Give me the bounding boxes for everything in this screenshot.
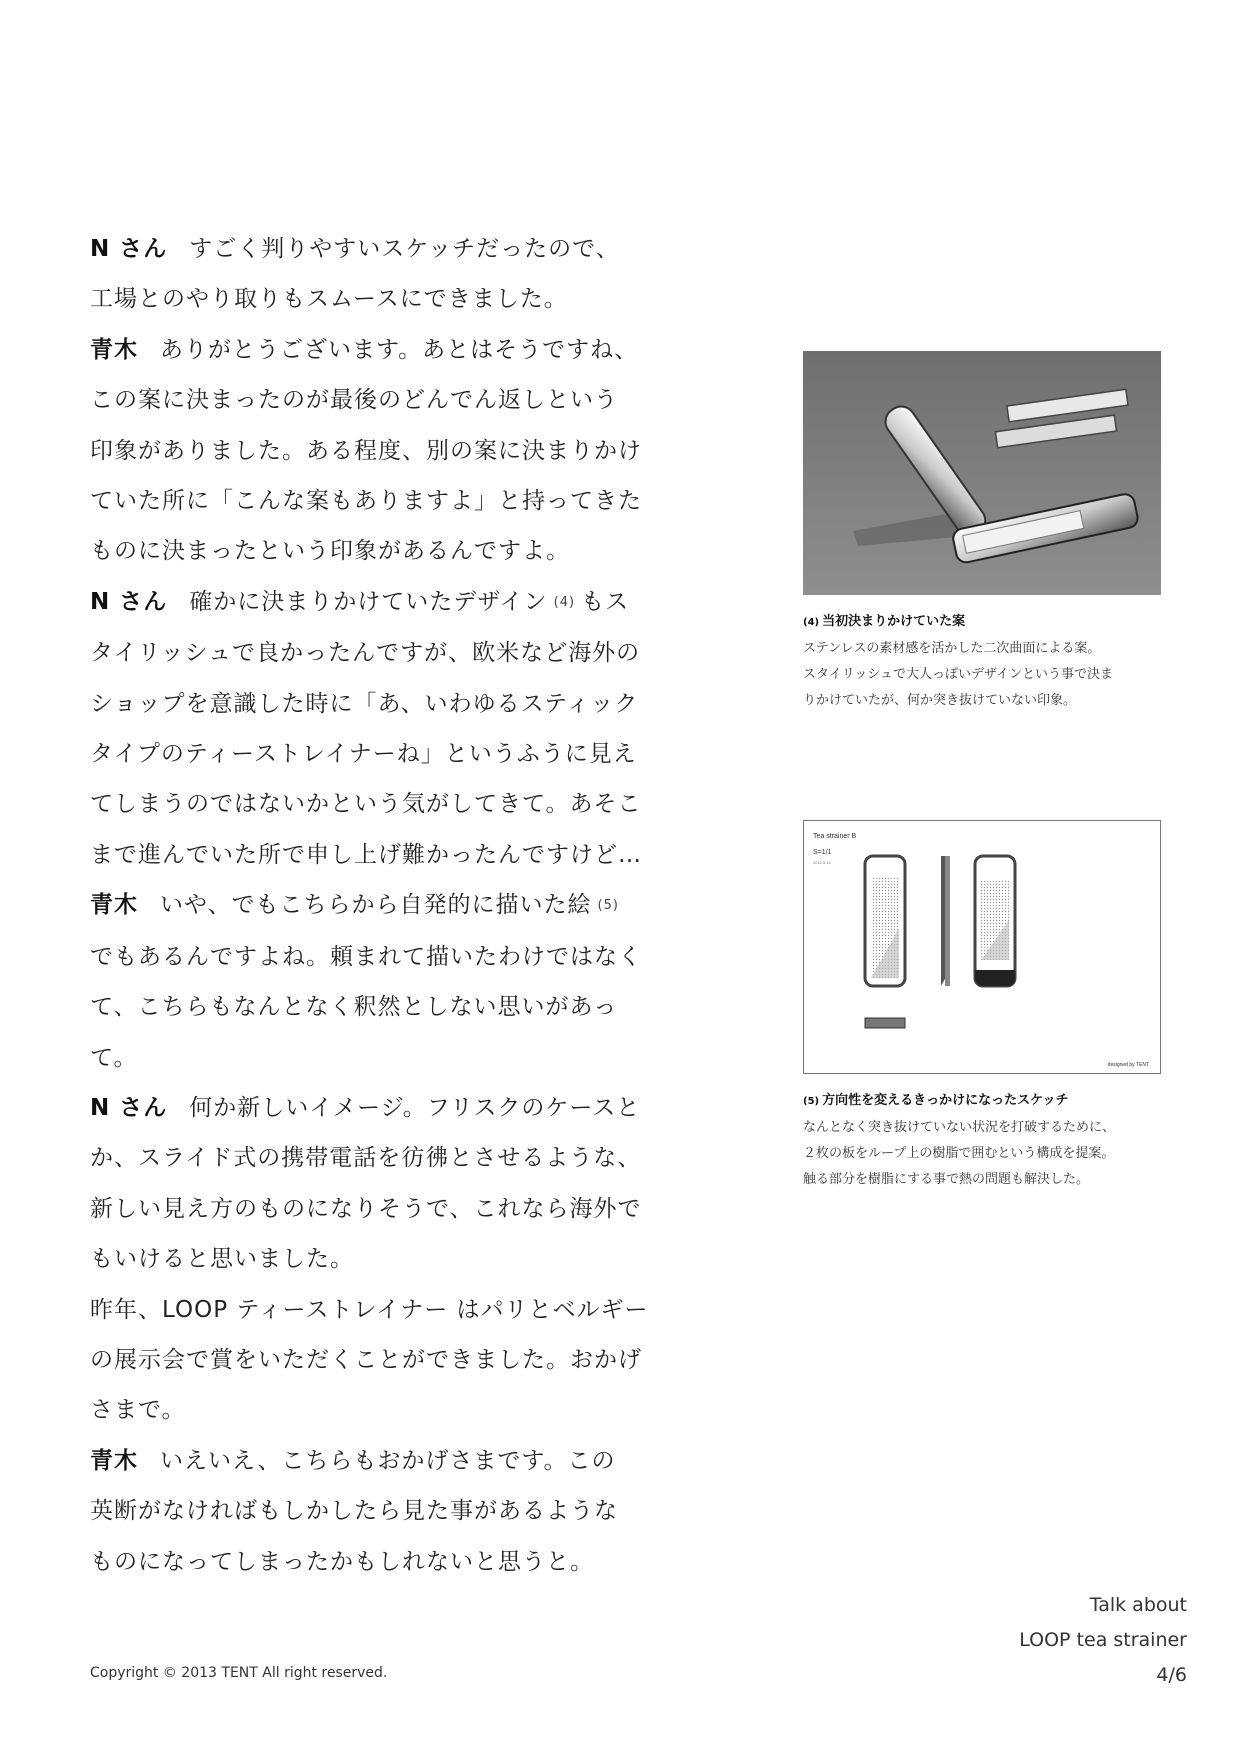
figure-caption bbox=[803, 609, 1161, 714]
figure-4 bbox=[803, 351, 1161, 714]
caption-title-text: 方向性を変えるきっかけになったスケッチ bbox=[822, 1093, 1069, 1108]
speaker-label: N さん bbox=[90, 236, 168, 262]
paragraph-text: 何か新しいイメージ。フリスクのケースと か、スライド式の携帯電話を彷彿とさせるような、 新しい見え方のものになりそうで、これなら海外で もいけると思いました。 昨年、LOOP ティーストレイナー はパリとベルギー の展示会で賞をいただくことができました。おかげ さまで。 bbox=[90, 1094, 649, 1424]
series-title-line2: LOOP tea strainer bbox=[1019, 1629, 1187, 1651]
paragraph bbox=[90, 880, 650, 1083]
sheet-credit: designed by TENT bbox=[1107, 1062, 1149, 1068]
figure-caption bbox=[803, 1088, 1161, 1193]
caption-number: (5) bbox=[803, 1096, 820, 1107]
paragraph bbox=[90, 325, 650, 577]
footer-copyright: Copyright © 2013 TENT All right reserved. bbox=[90, 1665, 388, 1681]
paragraph-text: でもあるんですよね。頼まれて描いたわけではなく て、こちらもなんとなく釈然としない思いがあって。 bbox=[90, 943, 642, 1071]
sketch-drawing bbox=[803, 820, 1161, 1074]
paragraph-text: いえいえ、こちらもおかげさまです。この 英断がなければもしかしたら見た事があるような ものになってしまったかもしれないと思うと。 bbox=[90, 1447, 618, 1575]
paragraph-text: いや、でもこちらから自発的に描いた絵 bbox=[160, 892, 592, 919]
paragraph bbox=[90, 577, 650, 880]
speaker-label: 青木 bbox=[90, 892, 138, 919]
paragraph-text: 確かに決まりかけていたデザイン bbox=[189, 588, 548, 615]
article-body bbox=[90, 224, 650, 1587]
caption-text: なんとなく突き抜けていない状況を打破するために、 ２枚の板をループ上の樹脂で囲むという構成を提案。 触る部分を樹脂にする事で熱の問題も解決した。 bbox=[803, 1120, 1116, 1187]
caption-text: ステンレスの素材感を活かした二次曲面による案。 スタイリッシュで大人っぽいデザインという事で決ま りかけていたが、何か突き抜けていない印象。 bbox=[803, 641, 1114, 708]
sheet-date: 2012.5.15 bbox=[813, 860, 831, 865]
figure-5 bbox=[803, 820, 1161, 1193]
speaker-label: N さん bbox=[90, 1094, 168, 1121]
speaker-label: 青木 bbox=[90, 1447, 138, 1474]
caption-number: (4) bbox=[803, 617, 820, 628]
speaker-label: 青木 bbox=[90, 336, 138, 363]
figure-ref: (5) bbox=[597, 898, 619, 914]
product-photo bbox=[803, 351, 1161, 595]
page-number: 4/6 bbox=[1156, 1664, 1187, 1686]
paragraph bbox=[90, 1083, 650, 1436]
paragraph-text: もス タイリッシュで良かったんですが、欧米など海外の ショップを意識した時に「あ、いわゆるスティック タイプのティーストレイナーね」というふうに見え てしまうのではないかという気がしてきて。あそこ まで進んでいた所で申し上げ難かったんですけど… bbox=[90, 588, 642, 868]
caption-title-text: 当初決まりかけていた案 bbox=[822, 614, 966, 629]
sheet-title: Tea strainer B bbox=[813, 833, 857, 840]
paragraph-text: すごく判りやすいスケッチだったので、 工場とのやり取りもスムースにできました。 bbox=[90, 236, 620, 313]
paragraph-text: ありがとうございます。あとはそうですね、 この案に決まったのが最後のどんでん返しという 印象がありました。ある程度、別の案に決まりかけ ていた所に「こんな案もありますよ」と持ってきた ものに決まったという印象があるんですよ。 bbox=[90, 336, 642, 565]
paragraph bbox=[90, 1436, 650, 1587]
footer-series-info bbox=[1019, 1588, 1187, 1693]
speaker-label: N さん bbox=[90, 588, 168, 615]
caption-title bbox=[803, 609, 1161, 636]
paragraph bbox=[90, 224, 650, 325]
sheet-scale: S=1/1 bbox=[813, 849, 832, 856]
series-title-line1: Talk about bbox=[1089, 1594, 1187, 1616]
figure-ref: (4) bbox=[553, 594, 576, 610]
caption-title bbox=[803, 1088, 1161, 1115]
